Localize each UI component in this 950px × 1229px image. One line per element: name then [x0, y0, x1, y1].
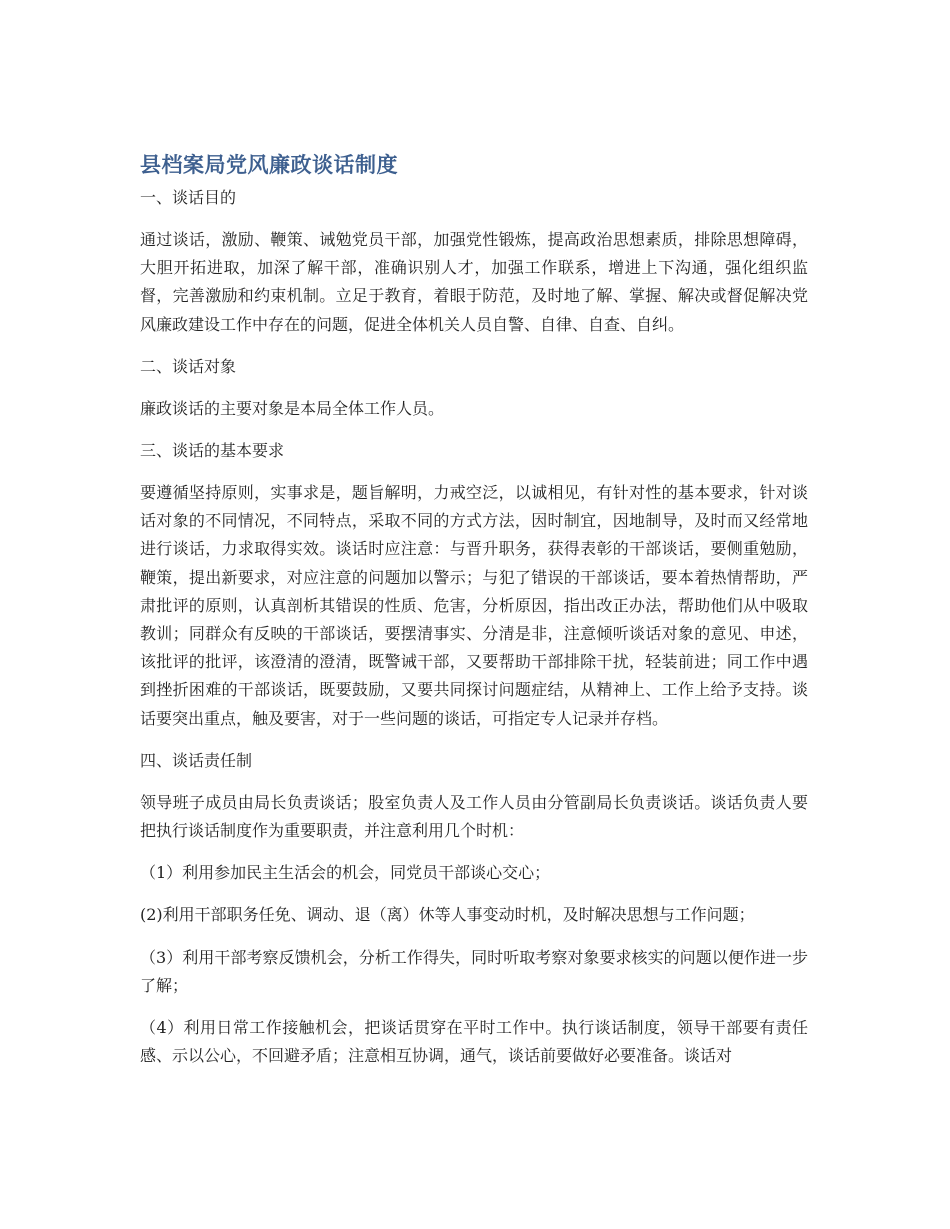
document-body	[140, 150, 808, 1084]
list-item-2: (2)利用干部职务任免、调动、退（离）休等人事变动时机，及时解决思想与工作问题；	[140, 905, 755, 925]
section-paragraph-responsibility: 领导班子成员由局长负责谈话；股室负责人及工作人员由分管副局长负责谈话。谈话负责人要把执行谈话制度作为重要职责，并注意利用几个时机：	[140, 792, 808, 841]
section-heading-purpose: 一、谈话目的	[140, 188, 237, 207]
list-item-4: （4）利用日常工作接触机会，把谈话贯穿在平时工作中。执行谈话制度，领导干部要有责任感、示以公心，不回避矛盾；注意相互协调，通气，谈话前要做好必要准备。谈话对	[140, 1018, 808, 1066]
section-paragraph-purpose: 通过谈话，激励、鞭策、诫勉党员干部，加强党性锻炼，提高政治思想素质，排除思想障碍，大胆开拓进取，加深了解干部，准确识别人才，加强工作联系，增进上下沟通，强化组织监督，完善激励和约束机制。立足于教育，着眼于防范，及时地了解、掌握、解决或督促解决党风廉政建设工作中存在的问题，促进全体机关人员自警、自律、自查、自纠。	[140, 230, 808, 334]
section-heading-responsibility: 四、谈话责任制	[140, 750, 253, 770]
section-paragraph-requirements: 要遵循坚持原则，实事求是，题旨解明，力戒空泛，以诚相见，有针对性的基本要求，针对谈话对象的不同情况，不同特点，采取不同的方式方法，因时制宜，因地制导，及时而又经常地进行谈话，力求取得实效。谈话时应注意：与晋升职务，获得表彰的干部谈话，要侧重勉励，鞭策，提出新要求，对应注意的问题加以警示；与犯了错误的干部谈话，要本着热情帮助，严肃批评的原则，认真剖析其错误的性质、危害，分析原因，指出改正办法，帮助他们从中吸取教训；同群众有反映的干部谈话，要摆清事实、分清是非，注意倾听谈话对象的意见、申述，该批评的批评，该澄清的澄清，既警诫干部，又要帮助干部排除干扰，轻装前进；同工作中遇到挫折困难的干部谈话，既要鼓励，又要共同探讨问题症结，从精神上、工作上给予支持。谈话要突出重点，触及要害，对于一些问题的谈话，可指定专人记录并存档。	[140, 483, 808, 728]
section-paragraph-target: 廉政谈话的主要对象是本局全体工作人员。	[140, 398, 445, 418]
list-item-1: （1）利用参加民主生活会的机会，同党员干部谈心交心；	[140, 863, 551, 883]
section-heading-requirements: 三、谈话的基本要求	[140, 441, 285, 461]
document-title: 县档案局党风廉政谈话制度	[140, 153, 398, 177]
section-heading-target: 二、谈话对象	[140, 356, 237, 376]
list-item-3: （3）利用干部考察反馈机会，分析工作得失，同时听取考察对象要求核实的问题以便作进一步了解；	[140, 947, 808, 995]
